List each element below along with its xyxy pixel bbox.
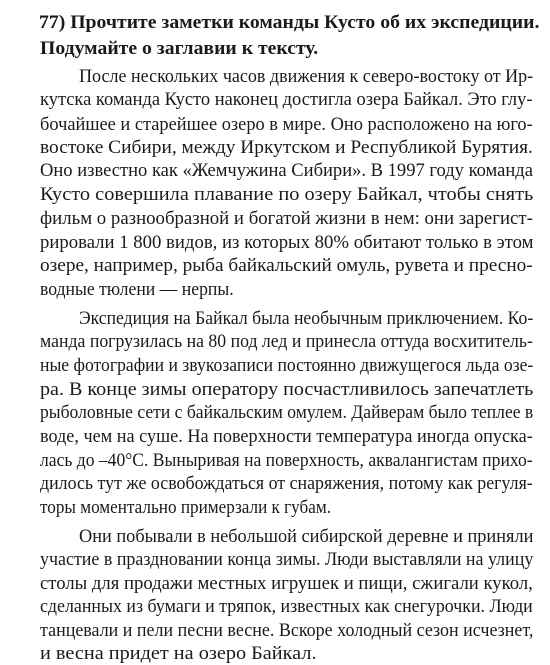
- paragraph-1-line-4: востоке Сибири, между Иркутском и Республикой Бурятия.: [40, 138, 533, 158]
- paragraph-3-line-3: столы для продажи местных игрушек и пищи, сжигали кукол,: [40, 574, 533, 594]
- paragraph-1-line-3: бочайшее и старейшее озеро в мире. Оно расположено на юго-: [40, 115, 533, 135]
- task-heading-line-1: 77) Прочтите заметки команды Кусто об их экспедиции.: [39, 13, 540, 33]
- paragraph-1-line-6: Кусто совершила плавание по озеру Байкал, чтобы снять: [40, 185, 534, 205]
- paragraph-1-line-1: После нескольких часов движения к северо-востоку от Ир-: [79, 67, 534, 87]
- paragraph-3-line-6: и весна придет на озеро Байкал.: [40, 644, 317, 664]
- paragraph-3-line-5: танцевали и пели песни весне. Вскоре холодный сезон исчезнет,: [40, 621, 534, 641]
- paragraph-2-line-4: ра. В конце зимы оператору посчастливилось запечатлеть: [40, 380, 534, 400]
- paragraph-2-line-8: дилось тут же освобождаться от снаряжения, потому как регуля-: [40, 474, 533, 494]
- paragraph-2-line-2: манда погрузилась на 80 под лед и принесла оттуда восхититель-: [40, 332, 533, 352]
- paragraph-2-line-9: торы моментально примерзали к губам.: [40, 498, 331, 518]
- paragraph-2-line-6: воде, чем на суше. На поверхности температура иногда опуска-: [40, 427, 533, 447]
- paragraph-3-line-1: Они побывали в небольшой сибирской деревне и приняли: [79, 527, 534, 547]
- paragraph-1-line-8: рировали 1 800 видов, из которых 80% обитают только в этом: [40, 233, 534, 253]
- paragraph-1-line-2: кутска команда Кусто наконец достигла озера Байкал. Это глу-: [40, 90, 533, 110]
- paragraph-1-line-10: водные тюлени — нерпы.: [40, 280, 234, 300]
- paragraph-3-line-4: сделанных из бумаги и тряпок, известных как снегурочки. Люди: [40, 597, 533, 617]
- paragraph-2-line-1: Экспедиция на Байкал была необычным приключением. Ко-: [79, 309, 534, 329]
- paragraph-1-line-9: озере, например, рыба байкальский омуль, рувета и пресно-: [40, 256, 533, 276]
- paragraph-2-line-3: ные фотографии и звукозаписи постоянно движущегося льда озе-: [40, 356, 534, 376]
- paragraph-1-line-7: фильм о разнообразной и богатой жизни в нем: они зарегист-: [40, 209, 533, 229]
- paragraph-2-line-5: рыболовные сети с байкальским омулем. Дайверам было теплее в: [40, 403, 534, 423]
- task-heading-line-2: Подумайте о заглавии к тексту.: [40, 39, 319, 59]
- paragraph-1-line-5: Оно известно как «Жемчужина Сибири». В 1997 году команда: [40, 161, 533, 181]
- paragraph-3-line-2: участие в праздновании конца зимы. Люди выставляли на улицу: [40, 550, 534, 570]
- paragraph-2-line-7: лась до –40°С. Выныривая на поверхность, аквалангистам прихо-: [40, 451, 533, 471]
